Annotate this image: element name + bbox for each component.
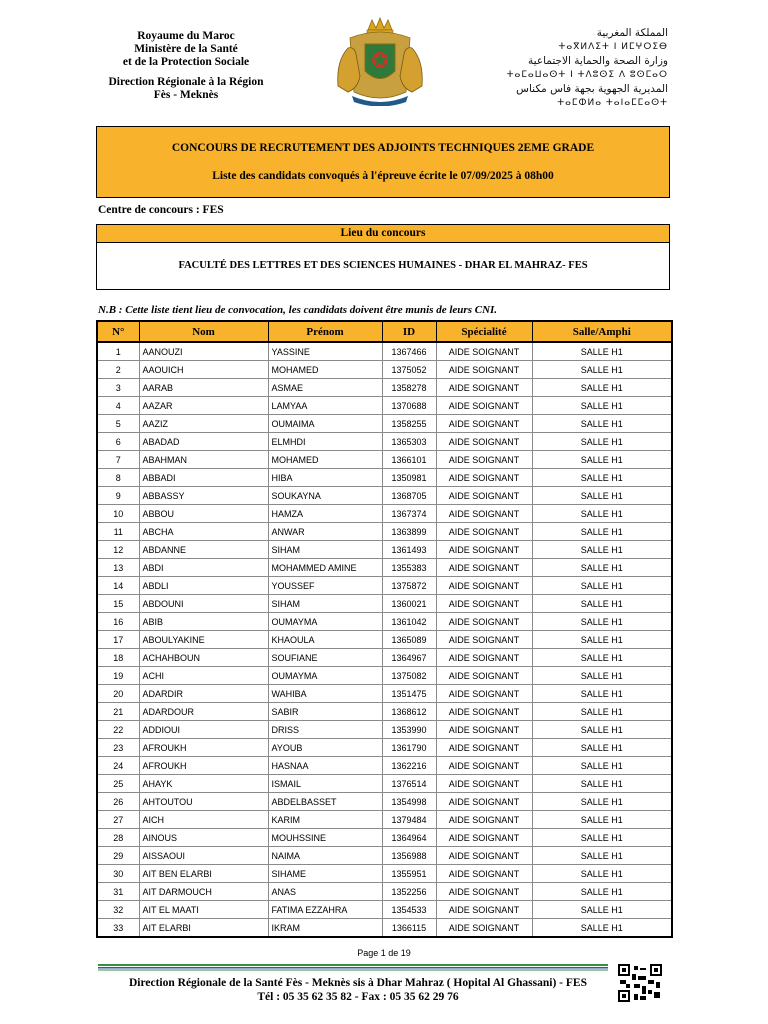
cell-id: 1358278 bbox=[382, 379, 436, 397]
table-row bbox=[97, 901, 672, 919]
cell-number: 8 bbox=[97, 469, 139, 487]
cell-nom: ABDLI bbox=[139, 577, 268, 595]
cell-salle: SALLE H1 bbox=[532, 901, 672, 919]
cell-prenom: OUMAIMA bbox=[268, 415, 382, 433]
cell-number: 26 bbox=[97, 793, 139, 811]
cell-id: 1367374 bbox=[382, 505, 436, 523]
cell-salle: SALLE H1 bbox=[532, 667, 672, 685]
cell-specialite: AIDE SOIGNANT bbox=[436, 739, 532, 757]
lieu-value: FACULTÉ DES LETTRES ET DES SCIENCES HUMAINES - DHAR EL MAHRAZ- FES bbox=[178, 260, 588, 271]
cell-salle: SALLE H1 bbox=[532, 505, 672, 523]
cell-number: 33 bbox=[97, 919, 139, 938]
cell-nom: ABDOUNI bbox=[139, 595, 268, 613]
cell-nom: ABDI bbox=[139, 559, 268, 577]
cell-salle: SALLE H1 bbox=[532, 811, 672, 829]
cell-nom: AIT ELARBI bbox=[139, 919, 268, 938]
cell-salle: SALLE H1 bbox=[532, 469, 672, 487]
title-box bbox=[96, 126, 670, 198]
header-left-line: Royaume du Maroc bbox=[137, 30, 235, 42]
table-row bbox=[97, 865, 672, 883]
cell-number: 20 bbox=[97, 685, 139, 703]
header-right-line: ⵜⴰⴳⵍⴷⵉⵜ ⵏ ⵍⵎⵖⵔⵉⴱ bbox=[558, 42, 668, 52]
cell-salle: SALLE H1 bbox=[532, 721, 672, 739]
cell-prenom: IKRAM bbox=[268, 919, 382, 938]
cell-nom: AIT DARMOUCH bbox=[139, 883, 268, 901]
cell-id: 1350981 bbox=[382, 469, 436, 487]
table-row bbox=[97, 397, 672, 415]
cell-specialite: AIDE SOIGNANT bbox=[436, 613, 532, 631]
cell-specialite: AIDE SOIGNANT bbox=[436, 865, 532, 883]
cell-specialite: AIDE SOIGNANT bbox=[436, 541, 532, 559]
cell-specialite: AIDE SOIGNANT bbox=[436, 415, 532, 433]
cell-prenom: ABDELBASSET bbox=[268, 793, 382, 811]
cell-number: 11 bbox=[97, 523, 139, 541]
cell-nom: ACHAHBOUN bbox=[139, 649, 268, 667]
cell-prenom: SOUFIANE bbox=[268, 649, 382, 667]
cell-number: 31 bbox=[97, 883, 139, 901]
table-row bbox=[97, 379, 672, 397]
cell-specialite: AIDE SOIGNANT bbox=[436, 721, 532, 739]
column-header: Salle/Amphi bbox=[532, 321, 672, 342]
cell-salle: SALLE H1 bbox=[532, 487, 672, 505]
qr-code-icon bbox=[618, 964, 662, 1002]
cell-number: 32 bbox=[97, 901, 139, 919]
cell-salle: SALLE H1 bbox=[532, 559, 672, 577]
header-left-block bbox=[96, 30, 276, 102]
cell-salle: SALLE H1 bbox=[532, 361, 672, 379]
cell-salle: SALLE H1 bbox=[532, 703, 672, 721]
header-right-line: المديرية الجهوية بجهة فاس مكناس bbox=[516, 83, 668, 95]
cell-id: 1361790 bbox=[382, 739, 436, 757]
cell-id: 1362216 bbox=[382, 757, 436, 775]
cell-id: 1366115 bbox=[382, 919, 436, 938]
candidates-table bbox=[96, 320, 671, 938]
cell-salle: SALLE H1 bbox=[532, 342, 672, 361]
table-row bbox=[97, 757, 672, 775]
cell-id: 1375052 bbox=[382, 361, 436, 379]
cell-number: 24 bbox=[97, 757, 139, 775]
cell-specialite: AIDE SOIGNANT bbox=[436, 523, 532, 541]
header-right-block bbox=[478, 26, 668, 110]
cell-specialite: AIDE SOIGNANT bbox=[436, 433, 532, 451]
cell-number: 12 bbox=[97, 541, 139, 559]
cell-nom: ACHI bbox=[139, 667, 268, 685]
cell-number: 3 bbox=[97, 379, 139, 397]
cell-number: 14 bbox=[97, 577, 139, 595]
cell-specialite: AIDE SOIGNANT bbox=[436, 811, 532, 829]
cell-specialite: AIDE SOIGNANT bbox=[436, 451, 532, 469]
cell-salle: SALLE H1 bbox=[532, 847, 672, 865]
cell-specialite: AIDE SOIGNANT bbox=[436, 505, 532, 523]
cell-nom: ADDIOUI bbox=[139, 721, 268, 739]
cell-id: 1364967 bbox=[382, 649, 436, 667]
cell-specialite: AIDE SOIGNANT bbox=[436, 361, 532, 379]
cell-specialite: AIDE SOIGNANT bbox=[436, 757, 532, 775]
header-right-line: ⵜⴰⵎⵀⵍⴰ ⵜⴰⵏⴰⵎⵎⴰⵙⵜ bbox=[557, 98, 668, 108]
cell-specialite: AIDE SOIGNANT bbox=[436, 649, 532, 667]
cell-specialite: AIDE SOIGNANT bbox=[436, 919, 532, 938]
cell-nom: ABCHA bbox=[139, 523, 268, 541]
page-number: Page 1 de 19 bbox=[357, 948, 411, 958]
cell-prenom: SIHAM bbox=[268, 541, 382, 559]
cell-number: 16 bbox=[97, 613, 139, 631]
header-left-region: Direction Régionale à la Région bbox=[108, 76, 264, 88]
cell-number: 15 bbox=[97, 595, 139, 613]
cell-salle: SALLE H1 bbox=[532, 739, 672, 757]
cell-specialite: AIDE SOIGNANT bbox=[436, 487, 532, 505]
cell-prenom: YOUSSEF bbox=[268, 577, 382, 595]
cell-number: 5 bbox=[97, 415, 139, 433]
cell-id: 1370688 bbox=[382, 397, 436, 415]
cell-number: 30 bbox=[97, 865, 139, 883]
table-row bbox=[97, 649, 672, 667]
column-header: N° bbox=[97, 321, 139, 342]
cell-specialite: AIDE SOIGNANT bbox=[436, 631, 532, 649]
cell-nom: AHAYK bbox=[139, 775, 268, 793]
cell-number: 27 bbox=[97, 811, 139, 829]
cell-id: 1365089 bbox=[382, 631, 436, 649]
footer-line-2: Tél : 05 35 62 35 82 - Fax : 05 35 62 29 76 bbox=[257, 991, 459, 1003]
table-row bbox=[97, 739, 672, 757]
cell-prenom: MOHAMED bbox=[268, 361, 382, 379]
table-row bbox=[97, 415, 672, 433]
cell-id: 1364964 bbox=[382, 829, 436, 847]
centre-label: Centre de concours : FES bbox=[98, 204, 224, 216]
header-right-line: المملكة المغربية bbox=[596, 27, 668, 39]
cell-prenom: WAHIBA bbox=[268, 685, 382, 703]
cell-nom: AIT BEN ELARBI bbox=[139, 865, 268, 883]
cell-nom: AANOUZI bbox=[139, 342, 268, 361]
cell-number: 17 bbox=[97, 631, 139, 649]
cell-salle: SALLE H1 bbox=[532, 379, 672, 397]
cell-salle: SALLE H1 bbox=[532, 649, 672, 667]
cell-prenom: SOUKAYNA bbox=[268, 487, 382, 505]
cell-nom: ABBADI bbox=[139, 469, 268, 487]
cell-number: 9 bbox=[97, 487, 139, 505]
table-row bbox=[97, 487, 672, 505]
cell-prenom: MOHAMMED AMINE bbox=[268, 559, 382, 577]
cell-number: 28 bbox=[97, 829, 139, 847]
cell-id: 1376514 bbox=[382, 775, 436, 793]
cell-number: 4 bbox=[97, 397, 139, 415]
cell-number: 10 bbox=[97, 505, 139, 523]
cell-salle: SALLE H1 bbox=[532, 775, 672, 793]
cell-specialite: AIDE SOIGNANT bbox=[436, 847, 532, 865]
cell-salle: SALLE H1 bbox=[532, 577, 672, 595]
cell-prenom: SIHAME bbox=[268, 865, 382, 883]
coat-of-arms-icon bbox=[330, 16, 430, 106]
cell-id: 1365303 bbox=[382, 433, 436, 451]
table-row bbox=[97, 721, 672, 739]
cell-prenom: KARIM bbox=[268, 811, 382, 829]
cell-salle: SALLE H1 bbox=[532, 595, 672, 613]
cell-prenom: OUMAYMA bbox=[268, 613, 382, 631]
cell-nom: ADARDOUR bbox=[139, 703, 268, 721]
footer-address bbox=[98, 976, 618, 1004]
cell-specialite: AIDE SOIGNANT bbox=[436, 685, 532, 703]
cell-number: 23 bbox=[97, 739, 139, 757]
cell-id: 1358255 bbox=[382, 415, 436, 433]
column-header: Spécialité bbox=[436, 321, 532, 342]
cell-salle: SALLE H1 bbox=[532, 865, 672, 883]
cell-prenom: SIHAM bbox=[268, 595, 382, 613]
cell-specialite: AIDE SOIGNANT bbox=[436, 379, 532, 397]
table-body bbox=[97, 342, 672, 937]
cell-nom: AARAB bbox=[139, 379, 268, 397]
cell-specialite: AIDE SOIGNANT bbox=[436, 469, 532, 487]
column-header: ID bbox=[382, 321, 436, 342]
cell-nom: AFROUKH bbox=[139, 739, 268, 757]
cell-id: 1368612 bbox=[382, 703, 436, 721]
header-left-line: Ministère de la Santé bbox=[134, 43, 238, 55]
cell-prenom: HASNAA bbox=[268, 757, 382, 775]
cell-prenom: ISMAIL bbox=[268, 775, 382, 793]
cell-salle: SALLE H1 bbox=[532, 919, 672, 938]
cell-salle: SALLE H1 bbox=[532, 883, 672, 901]
cell-id: 1356988 bbox=[382, 847, 436, 865]
cell-prenom: HIBA bbox=[268, 469, 382, 487]
table-row bbox=[97, 541, 672, 559]
cell-specialite: AIDE SOIGNANT bbox=[436, 829, 532, 847]
table-row bbox=[97, 559, 672, 577]
cell-nom: AAZAR bbox=[139, 397, 268, 415]
cell-id: 1355383 bbox=[382, 559, 436, 577]
table-row bbox=[97, 613, 672, 631]
cell-number: 1 bbox=[97, 342, 139, 361]
cell-id: 1351475 bbox=[382, 685, 436, 703]
cell-prenom: NAIMA bbox=[268, 847, 382, 865]
cell-number: 19 bbox=[97, 667, 139, 685]
cell-prenom: HAMZA bbox=[268, 505, 382, 523]
cell-prenom: ASMAE bbox=[268, 379, 382, 397]
cell-specialite: AIDE SOIGNANT bbox=[436, 667, 532, 685]
cell-specialite: AIDE SOIGNANT bbox=[436, 577, 532, 595]
column-header: Nom bbox=[139, 321, 268, 342]
cell-nom: AFROUKH bbox=[139, 757, 268, 775]
cell-specialite: AIDE SOIGNANT bbox=[436, 703, 532, 721]
cell-specialite: AIDE SOIGNANT bbox=[436, 595, 532, 613]
cell-id: 1375872 bbox=[382, 577, 436, 595]
cell-prenom: SABIR bbox=[268, 703, 382, 721]
table-row bbox=[97, 342, 672, 361]
cell-nom: ABDANNE bbox=[139, 541, 268, 559]
table-row bbox=[97, 667, 672, 685]
cell-prenom: AYOUB bbox=[268, 739, 382, 757]
cell-salle: SALLE H1 bbox=[532, 685, 672, 703]
cell-id: 1375082 bbox=[382, 667, 436, 685]
cell-specialite: AIDE SOIGNANT bbox=[436, 901, 532, 919]
cell-prenom: LAMYAA bbox=[268, 397, 382, 415]
table-row bbox=[97, 451, 672, 469]
cell-number: 6 bbox=[97, 433, 139, 451]
cell-nom: AHTOUTOU bbox=[139, 793, 268, 811]
cell-specialite: AIDE SOIGNANT bbox=[436, 342, 532, 361]
cell-specialite: AIDE SOIGNANT bbox=[436, 793, 532, 811]
footer-line-1: Direction Régionale de la Santé Fès - Meknès sis à Dhar Mahraz ( Hopital Al Ghassani) - FES bbox=[129, 977, 587, 989]
cell-id: 1355951 bbox=[382, 865, 436, 883]
cell-prenom: MOUHSSINE bbox=[268, 829, 382, 847]
cell-nom: ABADAD bbox=[139, 433, 268, 451]
cell-id: 1363899 bbox=[382, 523, 436, 541]
table-row bbox=[97, 433, 672, 451]
document-header bbox=[0, 0, 768, 110]
cell-prenom: YASSINE bbox=[268, 342, 382, 361]
cell-id: 1353990 bbox=[382, 721, 436, 739]
cell-id: 1361493 bbox=[382, 541, 436, 559]
cell-id: 1361042 bbox=[382, 613, 436, 631]
table-row bbox=[97, 685, 672, 703]
table-row bbox=[97, 469, 672, 487]
title-line-2: Liste des candidats convoqués à l'épreuve écrite le 07/09/2025 à 08h00 bbox=[212, 170, 554, 182]
cell-prenom: KHAOULA bbox=[268, 631, 382, 649]
table-row bbox=[97, 703, 672, 721]
cell-prenom: ANAS bbox=[268, 883, 382, 901]
header-left-line: et de la Protection Sociale bbox=[122, 56, 250, 68]
table-row bbox=[97, 523, 672, 541]
cell-salle: SALLE H1 bbox=[532, 451, 672, 469]
cell-number: 2 bbox=[97, 361, 139, 379]
cell-nom: ADARDIR bbox=[139, 685, 268, 703]
cell-number: 29 bbox=[97, 847, 139, 865]
cell-nom: AINOUS bbox=[139, 829, 268, 847]
cell-prenom: ANWAR bbox=[268, 523, 382, 541]
cell-id: 1368705 bbox=[382, 487, 436, 505]
cell-salle: SALLE H1 bbox=[532, 631, 672, 649]
cell-prenom: DRISS bbox=[268, 721, 382, 739]
lieu-heading: Lieu du concours bbox=[97, 225, 669, 243]
table-row bbox=[97, 847, 672, 865]
table-row bbox=[97, 811, 672, 829]
cell-salle: SALLE H1 bbox=[532, 541, 672, 559]
cell-salle: SALLE H1 bbox=[532, 757, 672, 775]
cell-salle: SALLE H1 bbox=[532, 793, 672, 811]
note-text: N.B : Cette liste tient lieu de convocation, les candidats doivent être munis de leurs CNI. bbox=[98, 304, 498, 316]
table-row bbox=[97, 595, 672, 613]
cell-id: 1354533 bbox=[382, 901, 436, 919]
cell-nom: ABIB bbox=[139, 613, 268, 631]
cell-number: 25 bbox=[97, 775, 139, 793]
cell-id: 1354998 bbox=[382, 793, 436, 811]
cell-specialite: AIDE SOIGNANT bbox=[436, 775, 532, 793]
cell-nom: ABBOU bbox=[139, 505, 268, 523]
header-right-line: ⵜⴰⵎⴰⵡⴰⵙⵜ ⵏ ⵜⴷⵓⵙⵉ ⴷ ⵓⵙⵎⴰⵔ bbox=[506, 70, 668, 80]
table-row bbox=[97, 631, 672, 649]
cell-number: 18 bbox=[97, 649, 139, 667]
cell-prenom: ELMHDI bbox=[268, 433, 382, 451]
cell-id: 1360021 bbox=[382, 595, 436, 613]
table-row bbox=[97, 793, 672, 811]
cell-salle: SALLE H1 bbox=[532, 829, 672, 847]
table-row bbox=[97, 577, 672, 595]
cell-nom: ABBASSY bbox=[139, 487, 268, 505]
cell-nom: ABAHMAN bbox=[139, 451, 268, 469]
footer-rule bbox=[98, 964, 608, 972]
cell-id: 1379484 bbox=[382, 811, 436, 829]
cell-specialite: AIDE SOIGNANT bbox=[436, 883, 532, 901]
cell-id: 1352256 bbox=[382, 883, 436, 901]
cell-prenom: OUMAYMA bbox=[268, 667, 382, 685]
table-row bbox=[97, 829, 672, 847]
cell-id: 1367466 bbox=[382, 342, 436, 361]
cell-salle: SALLE H1 bbox=[532, 613, 672, 631]
table-row bbox=[97, 775, 672, 793]
cell-nom: AIT EL MAATI bbox=[139, 901, 268, 919]
column-header: Prénom bbox=[268, 321, 382, 342]
cell-prenom: MOHAMED bbox=[268, 451, 382, 469]
title-line-1: CONCOURS DE RECRUTEMENT DES ADJOINTS TECHNIQUES 2EME GRADE bbox=[171, 142, 595, 154]
cell-salle: SALLE H1 bbox=[532, 433, 672, 451]
table-row bbox=[97, 361, 672, 379]
cell-specialite: AIDE SOIGNANT bbox=[436, 559, 532, 577]
header-right-line: وزارة الصحة والحماية الاجتماعية bbox=[528, 55, 668, 67]
cell-number: 21 bbox=[97, 703, 139, 721]
table-row bbox=[97, 505, 672, 523]
cell-number: 13 bbox=[97, 559, 139, 577]
cell-id: 1366101 bbox=[382, 451, 436, 469]
cell-number: 7 bbox=[97, 451, 139, 469]
cell-salle: SALLE H1 bbox=[532, 415, 672, 433]
cell-nom: AISSAOUI bbox=[139, 847, 268, 865]
table-row bbox=[97, 883, 672, 901]
lieu-box bbox=[96, 224, 670, 290]
cell-salle: SALLE H1 bbox=[532, 397, 672, 415]
cell-nom: ABOULYAKINE bbox=[139, 631, 268, 649]
cell-prenom: FATIMA EZZAHRA bbox=[268, 901, 382, 919]
cell-specialite: AIDE SOIGNANT bbox=[436, 397, 532, 415]
table-row bbox=[97, 919, 672, 938]
cell-nom: AICH bbox=[139, 811, 268, 829]
cell-number: 22 bbox=[97, 721, 139, 739]
cell-salle: SALLE H1 bbox=[532, 523, 672, 541]
cell-nom: AAOUICH bbox=[139, 361, 268, 379]
table-header-row bbox=[97, 321, 672, 342]
cell-nom: AAZIZ bbox=[139, 415, 268, 433]
header-left-region: Fès - Meknès bbox=[153, 89, 219, 101]
